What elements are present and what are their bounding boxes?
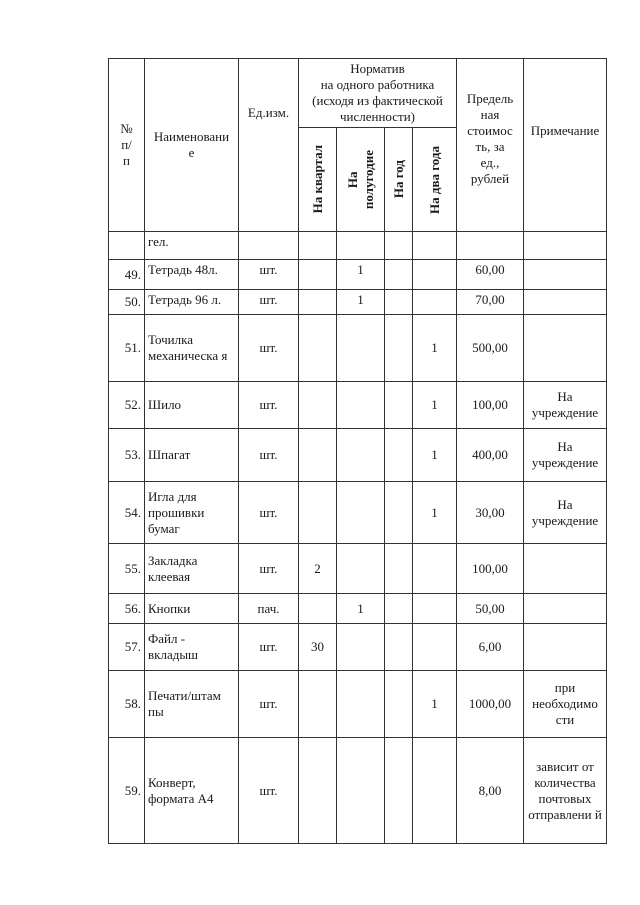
- per-quarter: [299, 482, 337, 544]
- note: [524, 315, 607, 382]
- table-row: [109, 382, 607, 429]
- item-name: Печати/штам пы: [145, 671, 239, 738]
- unit: шт.: [239, 671, 299, 738]
- table-row: [109, 232, 607, 260]
- row-number: 55.: [109, 544, 145, 594]
- unit: пач.: [239, 594, 299, 624]
- per-year: [385, 429, 413, 482]
- per-quarter: [299, 290, 337, 315]
- max-cost: [457, 232, 524, 260]
- per-two-years: [413, 290, 457, 315]
- per-two-years: 1: [413, 482, 457, 544]
- per-halfyear: [337, 482, 385, 544]
- per-quarter: [299, 594, 337, 624]
- header-year: [385, 128, 413, 232]
- header-normative: Норматив на одного работника (исходя из фактической численности): [299, 59, 457, 128]
- per-year: [385, 594, 413, 624]
- per-quarter: [299, 260, 337, 290]
- unit: [239, 232, 299, 260]
- header-halfyear-text: На полугодие: [344, 149, 376, 210]
- per-halfyear: [337, 738, 385, 844]
- unit: шт.: [239, 482, 299, 544]
- table-row: [109, 594, 607, 624]
- item-name: Закладка клеевая: [145, 544, 239, 594]
- unit: шт.: [239, 544, 299, 594]
- max-cost: 100,00: [457, 544, 524, 594]
- header-row-top: [109, 59, 607, 128]
- per-quarter: [299, 315, 337, 382]
- unit: шт.: [239, 429, 299, 482]
- item-name: Тетрадь 48л.: [145, 260, 239, 290]
- header-note: Примечание: [524, 59, 607, 232]
- table-row: [109, 738, 607, 844]
- per-halfyear: [337, 671, 385, 738]
- unit: шт.: [239, 290, 299, 315]
- per-two-years: 1: [413, 382, 457, 429]
- table-row: [109, 260, 607, 290]
- item-name: Кнопки: [145, 594, 239, 624]
- note: зависит от количества почтовых отправлени й: [524, 738, 607, 844]
- per-halfyear: [337, 624, 385, 671]
- row-number: [109, 232, 145, 260]
- row-number: 49.: [109, 260, 145, 290]
- item-name: Файл - вкладыш: [145, 624, 239, 671]
- item-name: Конверт, формата А4: [145, 738, 239, 844]
- note: [524, 232, 607, 260]
- per-halfyear: 1: [337, 260, 385, 290]
- row-number: 50.: [109, 290, 145, 315]
- per-quarter: [299, 382, 337, 429]
- header-num: № п/ п: [109, 59, 145, 232]
- per-quarter: [299, 232, 337, 260]
- per-two-years: [413, 260, 457, 290]
- per-two-years: 1: [413, 429, 457, 482]
- header-year-text: На год: [390, 160, 406, 199]
- row-number: 59.: [109, 738, 145, 844]
- note: [524, 260, 607, 290]
- per-halfyear: [337, 232, 385, 260]
- per-year: [385, 738, 413, 844]
- row-number: 56.: [109, 594, 145, 624]
- header-twoyears: [413, 128, 457, 232]
- max-cost: 50,00: [457, 594, 524, 624]
- max-cost: 8,00: [457, 738, 524, 844]
- note: На учреждение: [524, 482, 607, 544]
- per-quarter: [299, 429, 337, 482]
- per-halfyear: 1: [337, 290, 385, 315]
- table-row: [109, 315, 607, 382]
- row-number: 52.: [109, 382, 145, 429]
- per-year: [385, 671, 413, 738]
- header-halfyear: [337, 128, 385, 232]
- per-two-years: [413, 594, 457, 624]
- note: [524, 624, 607, 671]
- per-year: [385, 290, 413, 315]
- table-row: [109, 671, 607, 738]
- per-two-years: [413, 232, 457, 260]
- header-name: Наименовани е: [145, 59, 239, 232]
- unit: шт.: [239, 382, 299, 429]
- max-cost: 100,00: [457, 382, 524, 429]
- normatives-table: [108, 58, 607, 844]
- table-row: [109, 290, 607, 315]
- per-year: [385, 260, 413, 290]
- note: [524, 290, 607, 315]
- item-name: гел.: [145, 232, 239, 260]
- unit: шт.: [239, 315, 299, 382]
- per-year: [385, 624, 413, 671]
- max-cost: 70,00: [457, 290, 524, 315]
- per-year: [385, 232, 413, 260]
- table-row: [109, 624, 607, 671]
- max-cost: 60,00: [457, 260, 524, 290]
- max-cost: 1000,00: [457, 671, 524, 738]
- header-unit: Ед.изм.: [239, 59, 299, 232]
- max-cost: 6,00: [457, 624, 524, 671]
- note: На учреждение: [524, 382, 607, 429]
- table-row: [109, 482, 607, 544]
- item-name: Тетрадь 96 л.: [145, 290, 239, 315]
- per-quarter: [299, 738, 337, 844]
- row-number: 51.: [109, 315, 145, 382]
- per-halfyear: [337, 315, 385, 382]
- note: [524, 594, 607, 624]
- row-number: 58.: [109, 671, 145, 738]
- per-year: [385, 482, 413, 544]
- table-row: [109, 429, 607, 482]
- header-quarter-text: На квартал: [309, 145, 325, 214]
- item-name: Шило: [145, 382, 239, 429]
- header-twoyears-text: На два года: [426, 145, 442, 214]
- per-two-years: [413, 738, 457, 844]
- note: [524, 544, 607, 594]
- unit: шт.: [239, 624, 299, 671]
- per-two-years: 1: [413, 671, 457, 738]
- per-quarter: [299, 671, 337, 738]
- item-name: Игла для прошивки бумаг: [145, 482, 239, 544]
- item-name: Точилка механическа я: [145, 315, 239, 382]
- header-quarter: [299, 128, 337, 232]
- note: при необходимо сти: [524, 671, 607, 738]
- unit: шт.: [239, 260, 299, 290]
- unit: шт.: [239, 738, 299, 844]
- per-year: [385, 544, 413, 594]
- row-number: 57.: [109, 624, 145, 671]
- note: На учреждение: [524, 429, 607, 482]
- max-cost: 30,00: [457, 482, 524, 544]
- per-quarter: 30: [299, 624, 337, 671]
- per-two-years: 1: [413, 315, 457, 382]
- per-two-years: [413, 624, 457, 671]
- table-row: [109, 544, 607, 594]
- max-cost: 400,00: [457, 429, 524, 482]
- per-two-years: [413, 544, 457, 594]
- per-year: [385, 315, 413, 382]
- header-max-cost: Предель ная стоимос ть, за ед., рублей: [457, 59, 524, 232]
- per-halfyear: [337, 429, 385, 482]
- row-number: 54.: [109, 482, 145, 544]
- per-halfyear: [337, 544, 385, 594]
- per-year: [385, 382, 413, 429]
- row-number: 53.: [109, 429, 145, 482]
- per-halfyear: [337, 382, 385, 429]
- item-name: Шпагат: [145, 429, 239, 482]
- per-halfyear: 1: [337, 594, 385, 624]
- max-cost: 500,00: [457, 315, 524, 382]
- per-quarter: 2: [299, 544, 337, 594]
